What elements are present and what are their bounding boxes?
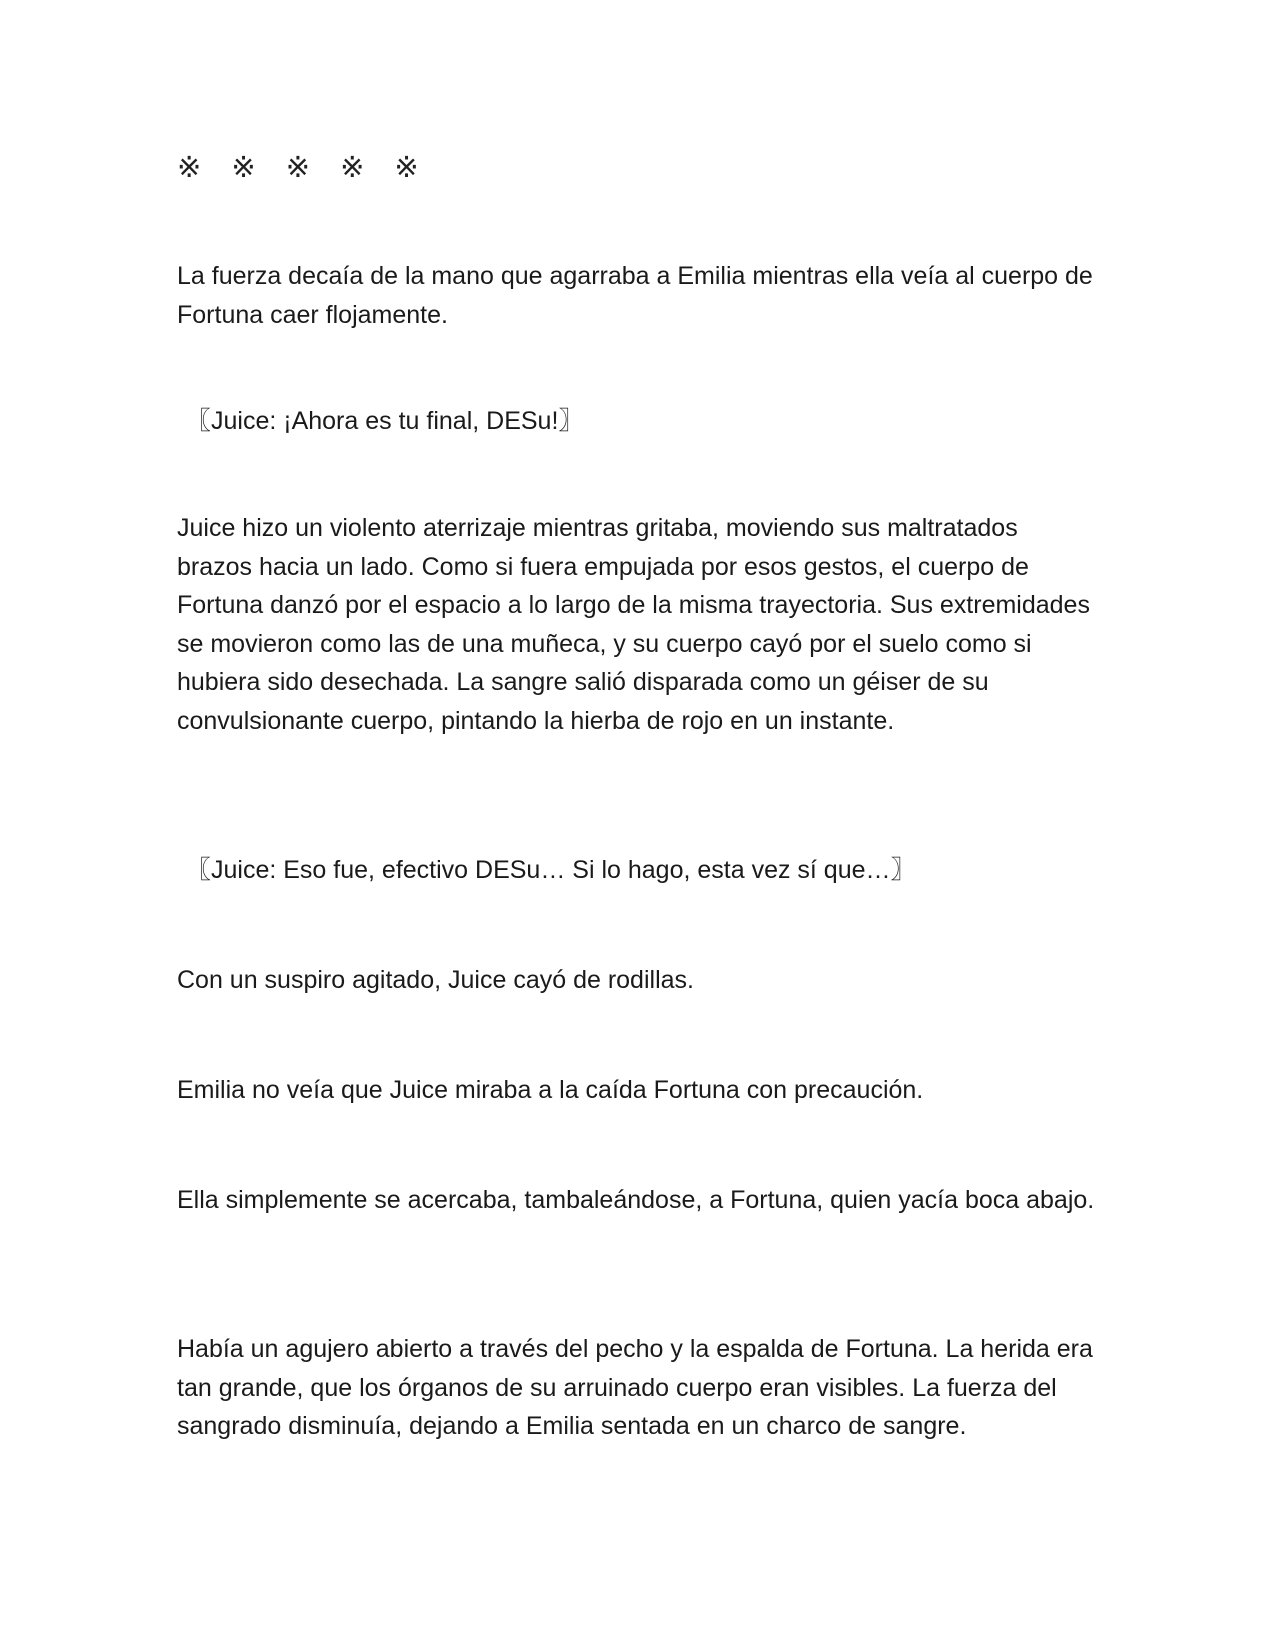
- paragraph: Ella simplemente se acercaba, tambaleándose, a Fortuna, quien yacía boca abajo.: [177, 1186, 1095, 1214]
- paragraph: Había un agujero abierto a través del pecho y la espalda de Fortuna. La herida era tan grande, que los órganos de su arruinado cuerpo eran visibles. La fuerza del sangrado disminuía, dejando a Emilia sentada en un charco de sangre.: [177, 1335, 1093, 1440]
- paragraph: Emilia no veía que Juice miraba a la caída Fortuna con precaución.: [177, 1076, 924, 1104]
- paragraph: Juice hizo un violento aterrizaje mientras gritaba, moviendo sus maltratados brazos hacia un lado. Como si fuera empujada por esos gestos, el cuerpo de Fortuna danzó por el espacio a lo largo de la misma trayectoria. Sus extremidades se movieron como las de una muñeca, y su cuerpo cayó por el suelo como si hubiera sido desechada. La sangre salió disparada como un géiser de su convulsionante cuerpo, pintando la hierba de rojo en un instante.: [177, 514, 1090, 735]
- scene-break-separator: ※ ※ ※ ※ ※: [177, 152, 419, 184]
- paragraph: La fuerza decaía de la mano que agarraba a Emilia mientras ella veía al cuerpo de Fortuna caer flojamente.: [177, 262, 1093, 329]
- paragraph: Con un suspiro agitado, Juice cayó de rodillas.: [177, 966, 694, 994]
- dialogue-line: 〖Juice: ¡Ahora es tu final, DESu!〗: [186, 407, 584, 435]
- dialogue-line: 〖Juice: Eso fue, efectivo DESu… Si lo hago, esta vez sí que…〗: [186, 856, 916, 884]
